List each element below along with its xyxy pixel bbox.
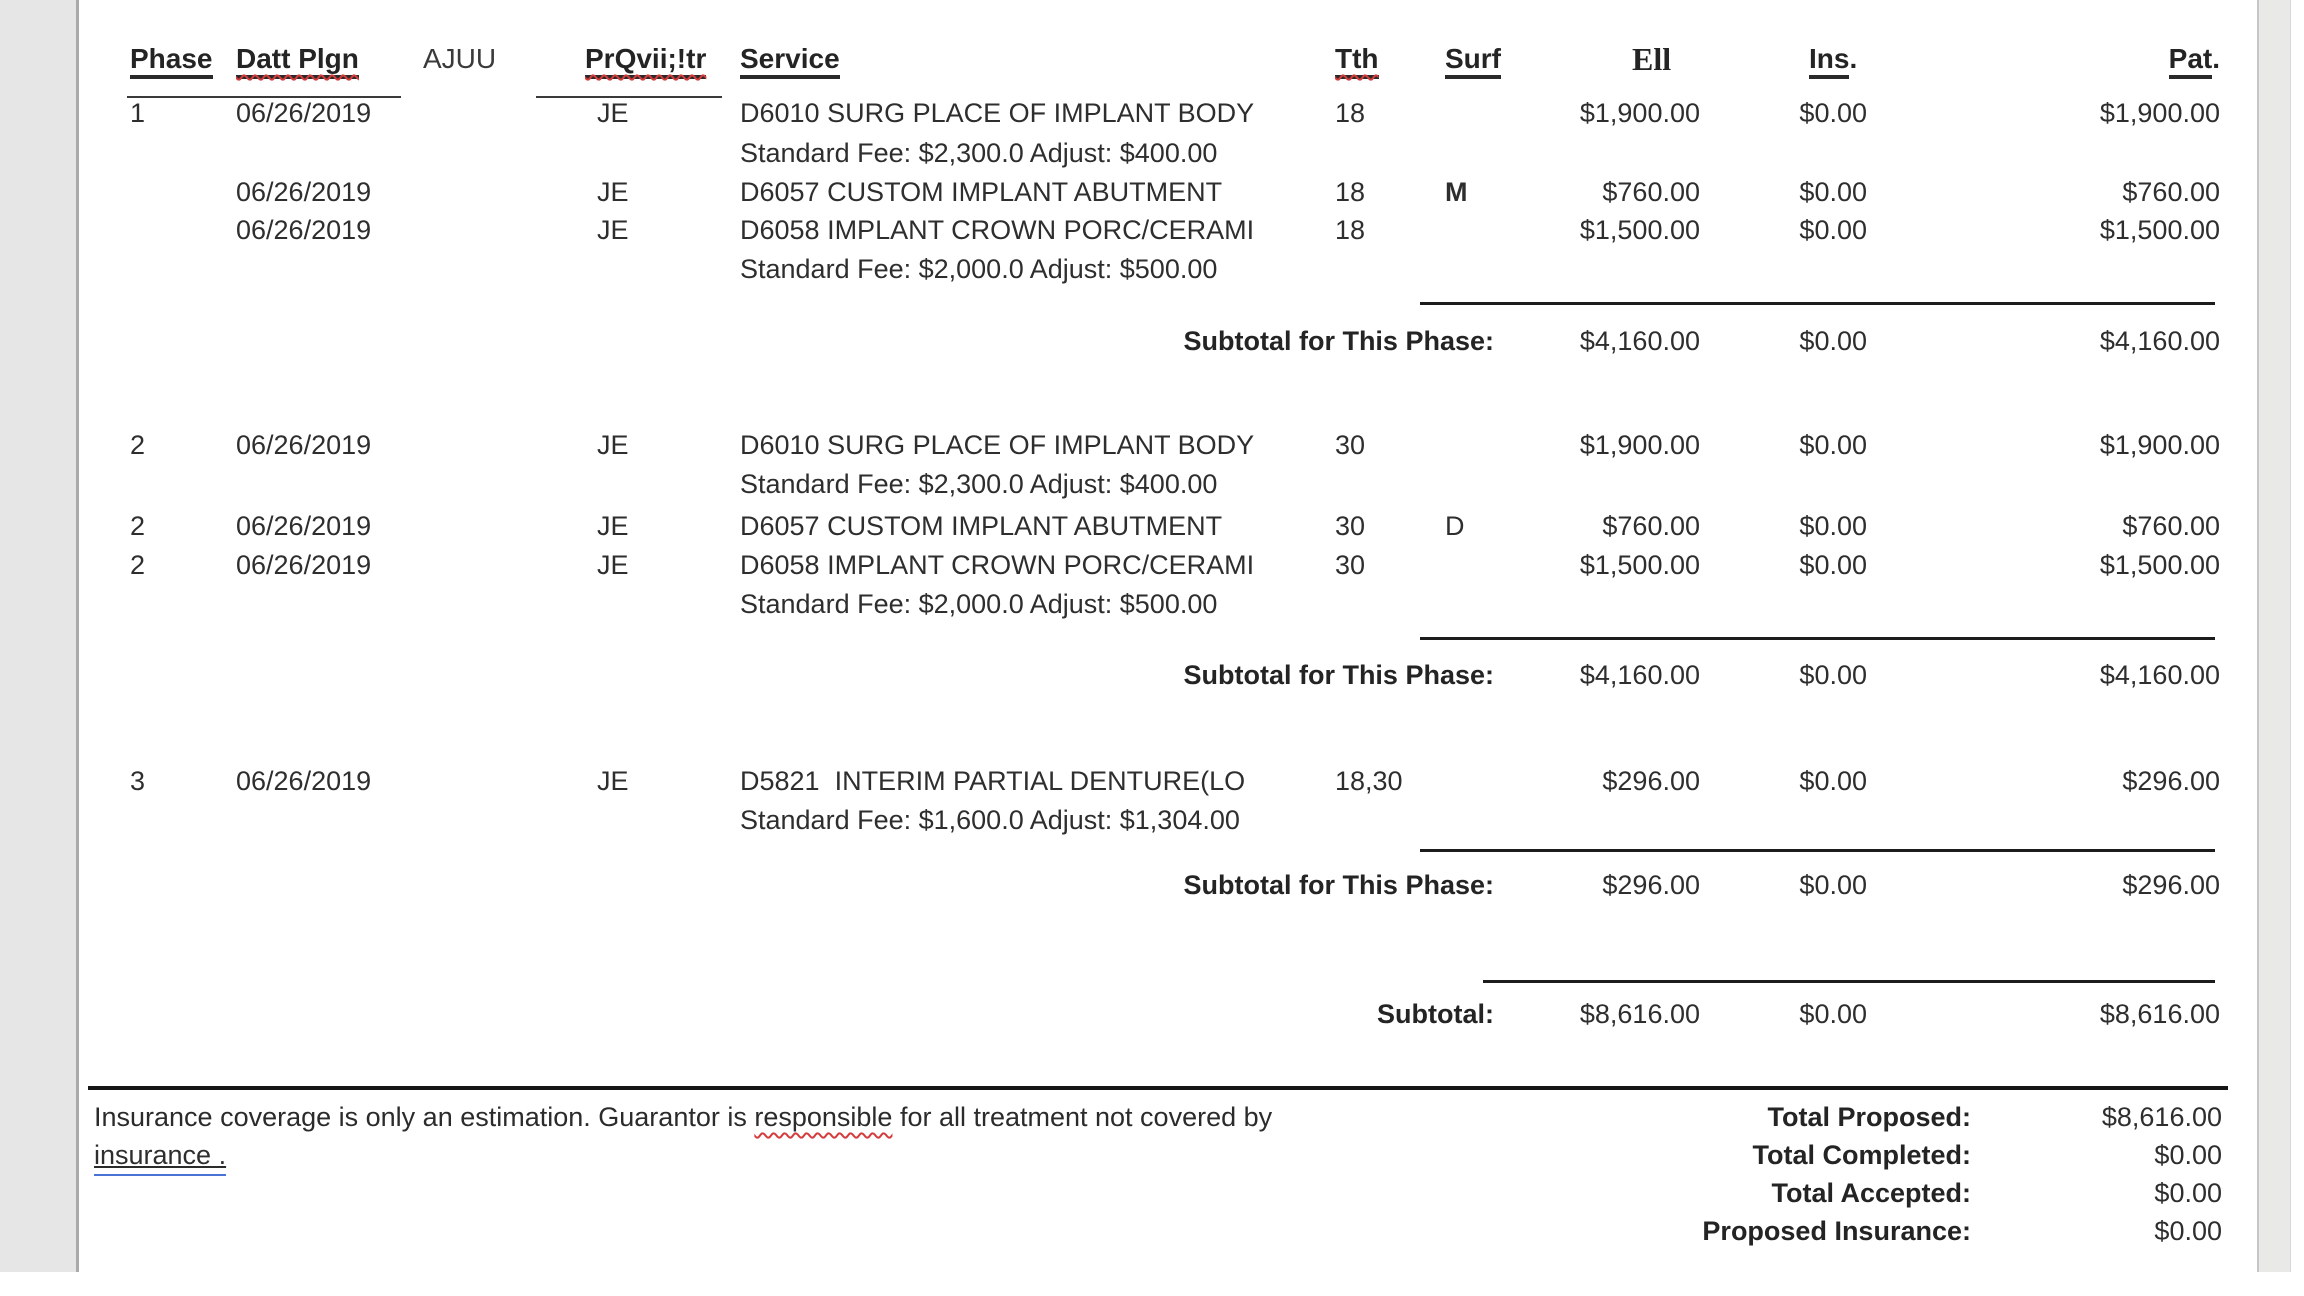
header-date-planned: Datt Plgn <box>236 42 359 76</box>
phase-subtotal-row <box>0 658 2304 692</box>
service-description: D6057 CUSTOM IMPLANT ABUTMENT <box>740 511 1223 541</box>
planned-date: 06/26/2019 <box>236 511 372 541</box>
header-provider: PrQvii;!tr <box>585 42 706 76</box>
grand-subtotal-fee: $8,616.00 <box>1579 999 1700 1029</box>
tooth-number: 30 <box>1335 550 1366 580</box>
service-row <box>0 764 2304 798</box>
column-headers <box>0 42 2304 76</box>
insurance-amount: $0.00 <box>1799 511 1867 541</box>
patient-amount: $760.00 <box>2122 177 2220 207</box>
phase-number: 2 <box>130 550 146 580</box>
subtotal-fee: $296.00 <box>1602 870 1700 900</box>
header-tooth: Tth <box>1335 42 1379 76</box>
standard-fee-note <box>0 136 2304 170</box>
fee-amount: $1,900.00 <box>1579 98 1700 128</box>
phase-number: 2 <box>130 511 146 541</box>
subtotal-label: Subtotal for This Phase: <box>1183 326 1494 356</box>
insurance-amount: $0.00 <box>1799 215 1867 245</box>
provider-code: JE <box>597 511 629 541</box>
header-patient: Pat. <box>2169 42 2220 76</box>
footer-rule <box>88 1086 2228 1090</box>
phase-subtotal-row <box>0 324 2304 358</box>
fee-amount: $760.00 <box>1602 511 1700 541</box>
subtotal-insurance: $0.00 <box>1799 326 1867 356</box>
insurance-amount: $0.00 <box>1799 766 1867 796</box>
provider-code: JE <box>597 215 629 245</box>
service-row <box>0 96 2304 130</box>
subtotal-patient: $296.00 <box>2122 870 2220 900</box>
surface-code: D <box>1445 511 1465 541</box>
grand-subtotal-patient: $8,616.00 <box>2099 999 2220 1029</box>
subtotal-insurance: $0.00 <box>1799 660 1867 690</box>
disclaimer-text: Insurance coverage is only an estimation. Guarantor is responsible for all treatment not covered by <box>94 1102 1273 1132</box>
subtotal-insurance: $0.00 <box>1799 870 1867 900</box>
service-row <box>0 509 2304 543</box>
header-fee: Ell <box>1632 41 1672 77</box>
fee-amount: $1,500.00 <box>1579 215 1700 245</box>
subtotal-fee: $4,160.00 <box>1579 660 1700 690</box>
fee-amount: $760.00 <box>1602 177 1700 207</box>
total-completed-value: $0.00 <box>2154 1140 2222 1170</box>
surface-code: M <box>1445 177 1468 207</box>
subtotal-fee: $4,160.00 <box>1579 326 1700 356</box>
total-accepted-label: Total Accepted: <box>1771 1178 1971 1208</box>
fee-amount: $1,500.00 <box>1579 550 1700 580</box>
total-proposed-label: Total Proposed: <box>1767 1102 1971 1132</box>
subtotal-label: Subtotal for This Phase: <box>1183 870 1494 900</box>
service-row <box>0 213 2304 247</box>
grand-subtotal-rule <box>1483 980 2215 983</box>
subtotal-rule <box>1420 302 2215 305</box>
service-description: D5821 INTERIM PARTIAL DENTURE(LO <box>740 766 1246 796</box>
total-proposed-value: $8,616.00 <box>2101 1102 2222 1132</box>
subtotal-rule <box>1420 637 2215 640</box>
subtotal-patient: $4,160.00 <box>2099 660 2220 690</box>
phase-number: 3 <box>130 766 146 796</box>
note-text: Standard Fee: $2,000.0 Adjust: $500.00 <box>740 589 1218 619</box>
service-row <box>0 428 2304 462</box>
planned-date: 06/26/2019 <box>236 550 372 580</box>
grand-subtotal-label: Subtotal: <box>1377 999 1494 1029</box>
totals-row-accepted <box>0 1176 2304 1210</box>
patient-amount: $1,500.00 <box>2099 550 2220 580</box>
tooth-number: 30 <box>1335 511 1366 541</box>
phase-number: 1 <box>130 98 146 128</box>
provider-code: JE <box>597 177 629 207</box>
patient-amount: $296.00 <box>2122 766 2220 796</box>
service-description: D6058 IMPLANT CROWN PORC/CERAMI <box>740 215 1255 245</box>
service-description: D6057 CUSTOM IMPLANT ABUTMENT <box>740 177 1223 207</box>
standard-fee-note <box>0 467 2304 501</box>
insurance-amount: $0.00 <box>1799 550 1867 580</box>
tooth-number: 18 <box>1335 98 1366 128</box>
planned-date: 06/26/2019 <box>236 98 372 128</box>
provider-code: JE <box>597 766 629 796</box>
header-phase: Phase <box>130 42 213 76</box>
fee-amount: $296.00 <box>1602 766 1700 796</box>
patient-amount: $1,900.00 <box>2099 430 2220 460</box>
service-description: D6010 SURG PLACE OF IMPLANT BODY <box>740 430 1255 460</box>
note-text: Standard Fee: $2,300.0 Adjust: $400.00 <box>740 138 1218 168</box>
proposed-insurance-label: Proposed Insurance: <box>1702 1216 1971 1246</box>
tooth-number: 18 <box>1335 177 1366 207</box>
planned-date: 06/26/2019 <box>236 215 372 245</box>
header-surface: Surf <box>1445 42 1501 76</box>
phase-subtotal-row <box>0 868 2304 902</box>
tooth-number: 18 <box>1335 215 1366 245</box>
phase-number: 2 <box>130 430 146 460</box>
proposed-insurance-value: $0.00 <box>2154 1216 2222 1246</box>
provider-code: JE <box>597 98 629 128</box>
total-completed-label: Total Completed: <box>1752 1140 1971 1170</box>
misspelled-word: responsible <box>754 1102 893 1132</box>
planned-date: 06/26/2019 <box>236 766 372 796</box>
insurance-link[interactable]: insurance . <box>94 1138 226 1176</box>
subtotal-label: Subtotal for This Phase: <box>1183 660 1494 690</box>
insurance-amount: $0.00 <box>1799 177 1867 207</box>
subtotal-rule <box>1420 849 2215 852</box>
service-description: D6010 SURG PLACE OF IMPLANT BODY <box>740 98 1255 128</box>
note-text: Standard Fee: $2,000.0 Adjust: $500.00 <box>740 254 1218 284</box>
tooth-number: 18,30 <box>1335 766 1403 796</box>
planned-date: 06/26/2019 <box>236 177 372 207</box>
insurance-amount: $0.00 <box>1799 430 1867 460</box>
service-row <box>0 175 2304 209</box>
disclaimer-line-2 <box>0 1138 2304 1172</box>
service-row <box>0 548 2304 582</box>
tooth-number: 30 <box>1335 430 1366 460</box>
grand-subtotal-insurance: $0.00 <box>1799 999 1867 1029</box>
subtotal-patient: $4,160.00 <box>2099 326 2220 356</box>
standard-fee-note <box>0 803 2304 837</box>
grand-subtotal-row <box>0 997 2304 1031</box>
totals-row-proposed-insurance <box>0 1214 2304 1248</box>
provider-code: JE <box>597 550 629 580</box>
header-service: Service <box>740 42 840 76</box>
provider-code: JE <box>597 430 629 460</box>
insurance-amount: $0.00 <box>1799 98 1867 128</box>
patient-amount: $1,500.00 <box>2099 215 2220 245</box>
header-extra: AJUU <box>423 43 497 74</box>
patient-amount: $760.00 <box>2122 511 2220 541</box>
disclaimer-line-1 <box>0 1100 2304 1134</box>
service-description: D6058 IMPLANT CROWN PORC/CERAMI <box>740 550 1255 580</box>
standard-fee-note <box>0 252 2304 286</box>
total-accepted-value: $0.00 <box>2154 1178 2222 1208</box>
note-text: Standard Fee: $2,300.0 Adjust: $400.00 <box>740 469 1218 499</box>
header-insurance: Ins. <box>1809 42 1857 76</box>
standard-fee-note <box>0 587 2304 621</box>
fee-amount: $1,900.00 <box>1579 430 1700 460</box>
note-text: Standard Fee: $1,600.0 Adjust: $1,304.00 <box>740 805 1240 835</box>
planned-date: 06/26/2019 <box>236 430 372 460</box>
patient-amount: $1,900.00 <box>2099 98 2220 128</box>
